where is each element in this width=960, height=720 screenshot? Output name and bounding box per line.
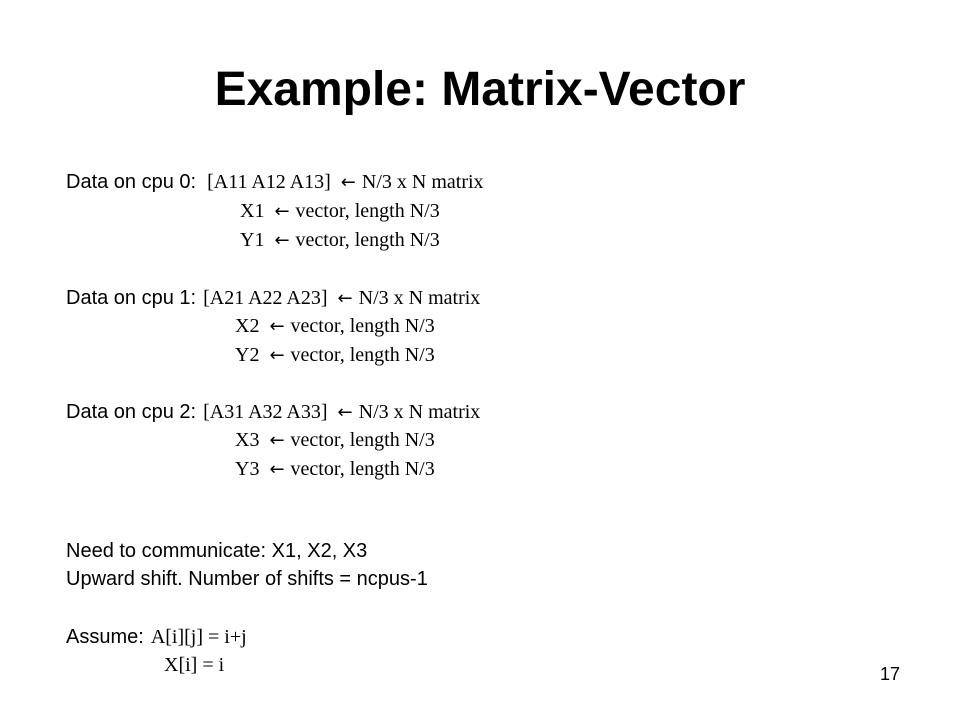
cpu1-y: Y2: [235, 344, 260, 366]
cpu2-matrix-line: [66, 399, 480, 426]
cpu1-x-line: [235, 313, 435, 340]
cpu1-y-desc: vector, length N/3: [290, 344, 435, 366]
left-arrow-icon: ←: [269, 316, 285, 337]
cpu0-label: Data on cpu 0:: [66, 171, 197, 193]
cpu1-matrix-line: [66, 285, 480, 312]
cpu2-x-line: [235, 427, 435, 454]
cpu0-y-desc: vector, length N/3: [295, 229, 440, 251]
cpu2-matrix: [A31 A32 A33]: [203, 401, 328, 423]
left-arrow-icon: ←: [269, 430, 285, 451]
cpu0-matrix-desc: N/3 x N matrix: [361, 171, 484, 193]
cpu0-x-desc: vector, length N/3: [295, 200, 440, 222]
left-arrow-icon: ←: [337, 402, 353, 423]
cpu0-matrix: [A11 A12 A13]: [207, 171, 331, 193]
left-arrow-icon: ←: [269, 345, 285, 366]
cpu2-matrix-desc: N/3 x N matrix: [358, 401, 481, 423]
assume-label: Assume:: [66, 626, 144, 648]
left-arrow-icon: ←: [340, 172, 356, 193]
cpu0-y: Y1: [240, 229, 265, 251]
shift-note: Upward shift. Number of shifts = ncpus-1: [66, 568, 428, 590]
cpu0-y-line: [240, 227, 440, 254]
cpu1-label: Data on cpu 1:: [66, 287, 197, 309]
cpu2-y-line: [235, 456, 435, 483]
cpu1-y-line: [235, 342, 435, 369]
left-arrow-icon: ←: [274, 230, 290, 251]
assume-x-formula: X[i] = i: [164, 654, 225, 676]
assume-a-formula: A[i][j] = i+j: [150, 626, 247, 648]
left-arrow-icon: ←: [274, 201, 290, 222]
cpu1-x: X2: [235, 315, 260, 337]
left-arrow-icon: ←: [337, 288, 353, 309]
communicate-note: Need to communicate: X1, X2, X3: [66, 540, 368, 562]
page-number: 17: [879, 664, 900, 684]
cpu2-label: Data on cpu 2:: [66, 401, 197, 423]
cpu2-y-desc: vector, length N/3: [290, 458, 435, 480]
cpu1-matrix: [A21 A22 A23]: [203, 287, 328, 309]
cpu0-matrix-line: [66, 169, 484, 196]
cpu0-x: X1: [240, 200, 265, 222]
cpu1-x-desc: vector, length N/3: [290, 315, 435, 337]
cpu0-x-line: [240, 198, 440, 225]
cpu1-matrix-desc: N/3 x N matrix: [358, 287, 481, 309]
cpu2-x-desc: vector, length N/3: [290, 429, 435, 451]
cpu2-y: Y3: [235, 458, 260, 480]
left-arrow-icon: ←: [269, 459, 285, 480]
slide-title: Example: Matrix-Vector: [214, 63, 746, 116]
cpu2-x: X3: [235, 429, 260, 451]
assume-line: [66, 624, 247, 650]
